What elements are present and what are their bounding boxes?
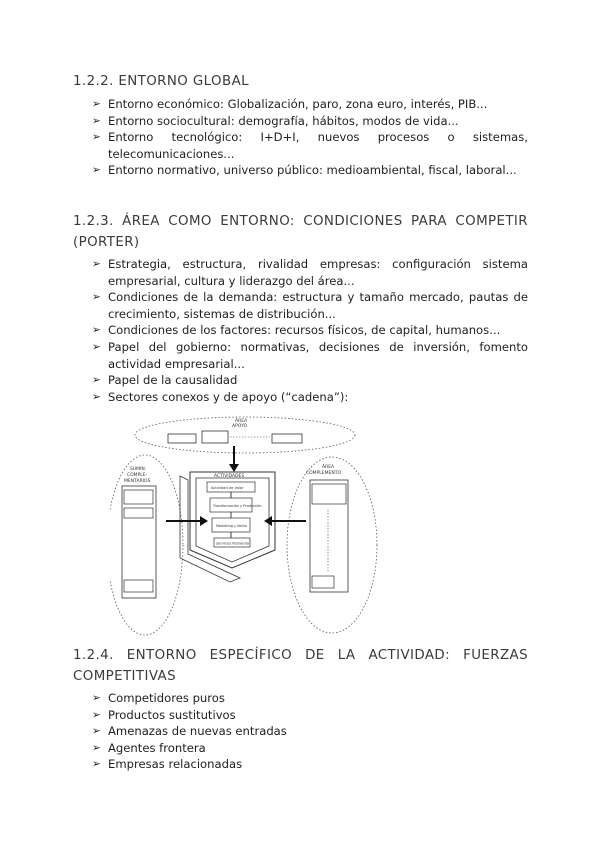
list-item: ➢ Empresas relacionadas: [92, 757, 243, 772]
bullet-list-entorno-global: [92, 96, 528, 179]
top-label-line2: APOYO: [232, 424, 248, 429]
right-arrow-head: [264, 516, 272, 526]
left-label-line3: MENTARIOS: [124, 479, 151, 484]
section-heading-entorno-global: 1.2.2. ENTORNO GLOBAL: [73, 74, 250, 89]
section-heading-area-entorno: 1.2.3. ÁREA COMO ENTORNO: CONDICIONES PARA COMPETIR (PORTER): [73, 214, 528, 250]
arrow-bullet-icon: ➢: [92, 741, 101, 754]
arrow-bullet-icon: ➢: [92, 258, 101, 270]
list-item: ➢ Entorno tecnológico: I+D+I, nuevos procesos o sistemas, telecomunicaciones...: [92, 130, 528, 161]
top-box-right: [272, 434, 302, 443]
left-inner-box-1: [124, 490, 153, 504]
arrow-bullet-icon: ➢: [92, 374, 101, 387]
arrow-bullet-icon: ➢: [92, 340, 101, 353]
arrow-bullet-icon: ➢: [92, 114, 101, 127]
left-column-box: [122, 486, 156, 598]
left-label-line2: COMPLE-: [127, 473, 148, 478]
list-item: ➢ Condiciones de la demanda: estructura y tamaño mercado, pautas de crecimiento, sistemas de distribución...: [92, 290, 528, 321]
bullet-list-entorno-especifico: [92, 690, 528, 773]
arrow-bullet-icon: ➢: [92, 164, 101, 177]
arrow-bullet-icon: ➢: [92, 291, 101, 304]
right-column-box: [310, 480, 348, 592]
left-label-line1: SUMIN.: [130, 467, 147, 472]
list-item: ➢ Estrategia, estructura, rivalidad empresas: configuración sistema empresarial, cultura y liderazgo del área...: [92, 257, 528, 288]
left-arrow-head: [200, 516, 208, 526]
list-item: ➢ Entorno económico: Globalización, paro, zona euro, interés, PIB...: [92, 97, 488, 111]
top-box-center: [202, 431, 228, 443]
center-box-4-text: Servicios Postventa: [216, 541, 250, 546]
center-box-2-text: Transformación y Producción: [213, 504, 262, 508]
top-label-line1: ÁREA: [235, 419, 248, 424]
arrow-bullet-icon: ➢: [92, 692, 101, 704]
arrow-bullet-icon: ➢: [92, 758, 101, 771]
list-item: ➢ Condiciones de los factores: recursos físicos, de capital, humanos...: [92, 323, 501, 338]
right-label-line2: COMPLEMENTO: [306, 471, 342, 476]
arrow-bullet-icon: ➢: [92, 725, 101, 738]
down-arrow-head: [229, 464, 239, 472]
center-box-3-text: Marketing y Venta: [216, 524, 247, 528]
list-item: ➢ Papel de la causalidad: [92, 373, 238, 388]
arrow-bullet-icon: ➢: [92, 708, 101, 721]
arrow-bullet-icon: ➢: [92, 390, 101, 403]
section-heading-entorno-especifico: 1.2.4. ENTORNO ESPECÍFICO DE LA ACTIVIDAD: FUERZAS COMPETITIVAS: [73, 648, 528, 684]
list-item: ➢ Amenazas de nuevas entradas: [92, 724, 287, 739]
top-box-left: [168, 434, 196, 443]
arrow-bullet-icon: ➢: [92, 131, 101, 144]
right-label-line1: ÁREA: [322, 465, 335, 470]
right-inner-box-1: [312, 484, 346, 504]
arrow-bullet-icon: ➢: [92, 324, 101, 337]
list-item: ➢ Competidores puros: [92, 691, 225, 705]
list-item: ➢ Agentes frontera: [92, 740, 206, 755]
list-item: ➢ Sectores conexos y de apoyo (“cadena”):: [92, 389, 349, 404]
right-inner-box-2: [312, 576, 334, 588]
center-box-1-text: Actividad de Valor: [211, 486, 244, 490]
list-item: ➢ Productos sustitutivos: [92, 707, 236, 722]
bullet-list-area-entorno: [92, 256, 528, 405]
porter-chain-diagram: [110, 410, 380, 640]
left-inner-box-3: [124, 580, 153, 592]
list-item: ➢ Entorno normativo, universo público: medioambiental, fiscal, laboral...: [92, 163, 517, 178]
arrow-bullet-icon: ➢: [92, 98, 101, 110]
list-item: ➢ Papel del gobierno: normativas, decisiones de inversión, fomento actividad empresarial...: [92, 339, 528, 371]
right-ellipse: [287, 457, 377, 633]
center-label: ACTIVIDADES: [214, 474, 245, 479]
list-item: ➢ Entorno sociocultural: demografía, hábitos, modos de vida...: [92, 113, 459, 128]
left-inner-box-2: [124, 508, 153, 518]
